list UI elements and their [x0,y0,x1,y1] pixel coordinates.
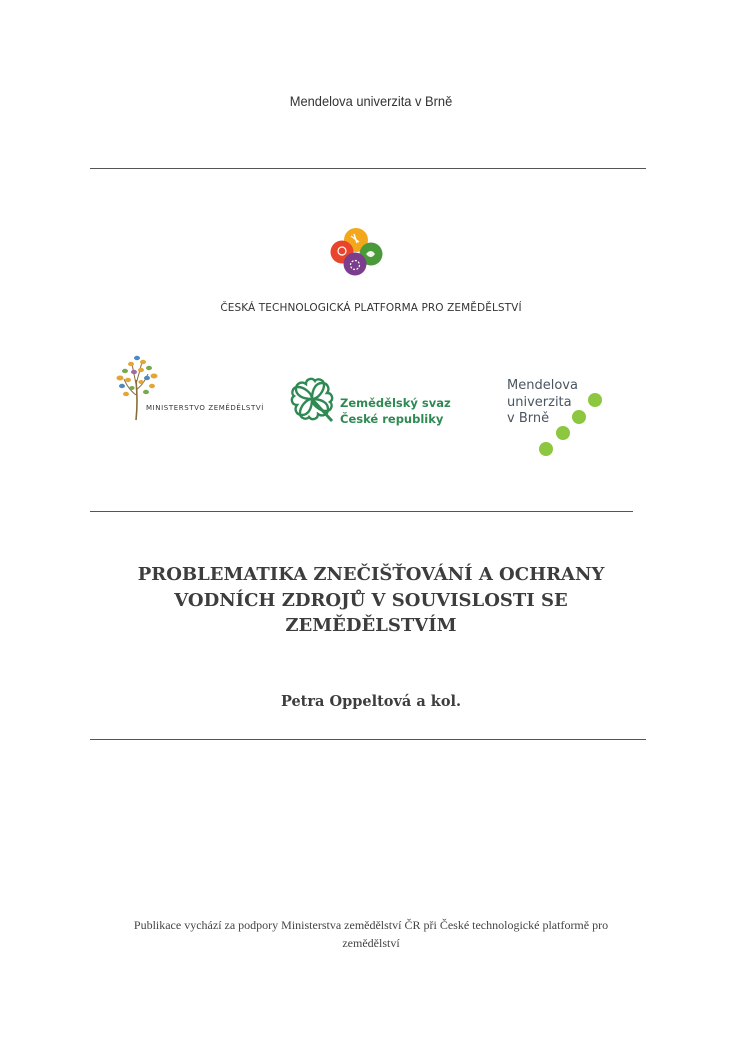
divider-bottom [90,739,646,740]
mendel-line2: univerzita [507,394,572,410]
mendel-line1: Mendelova [507,378,578,393]
mendel-dot [572,410,586,424]
publication-note [95,916,647,952]
title-line3: ZEMĚDĚLSTVÍM [285,615,457,636]
farmers-union-text [340,395,451,427]
ctp-logo-circle-bottom [344,253,367,276]
divider-top [90,168,646,169]
footnote-line1: Publikace vychází za podpory Ministerstva zemědělství ČR při České technologické platformě pro [133,918,609,932]
farmers-union-line2: České republiky [340,412,444,426]
ctp-text: ČESKÁ TECHNOLOGICKÁ PLATFORMA PRO ZEMĚDĚLSTVÍ [220,302,522,314]
title-line1: PROBLEMATIKA ZNEČIŠŤOVÁNÍ A OCHRANY [137,564,605,585]
authors: Petra Oppeltová a kol. [280,693,462,710]
mendel-dot [539,442,553,456]
clover-logo [288,375,338,425]
mendel-dot [556,426,570,440]
mendel-line3: v Brně [507,411,550,426]
divider-middle [90,511,633,512]
university-name: Mendelova univerzita v Brně [289,93,453,109]
ministry-text: MINISTERSTVO ZEMĚDĚLSTVÍ [146,404,264,412]
document-title [0,562,742,639]
mendel-dots-logo [532,385,612,465]
mendel-dot [588,393,602,407]
footnote-line2: zemědělství [342,936,400,950]
title-line2: VODNÍCH ZDROJŮ V SOUVISLOSTI SE [174,589,568,611]
ctp-logo [328,228,388,278]
farmers-union-line1: Zemědělský svaz [340,396,451,410]
